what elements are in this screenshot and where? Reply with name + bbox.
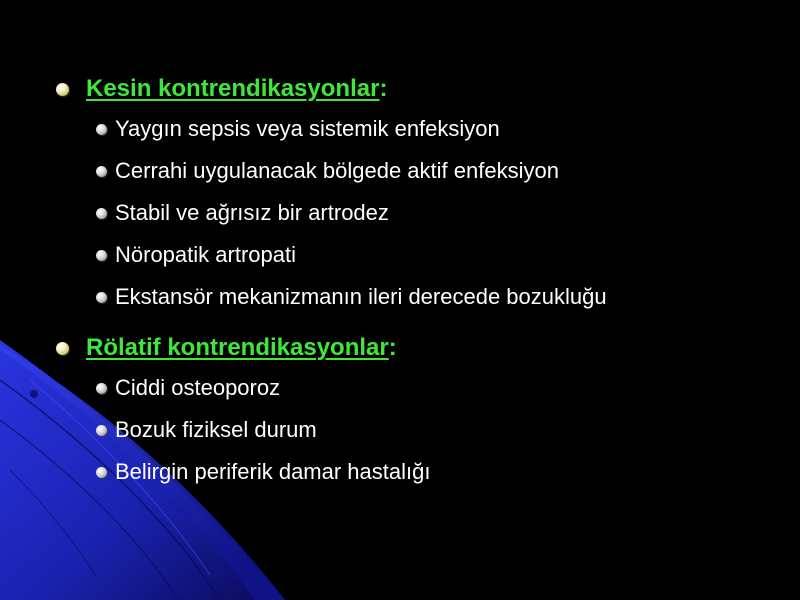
- list-item: [96, 234, 756, 276]
- sub-bullet-icon: [96, 383, 107, 394]
- sub-bullet-icon: [96, 467, 107, 478]
- heading-row: [56, 329, 756, 367]
- sub-bullet-icon: [96, 124, 107, 135]
- heading-row: [56, 70, 756, 108]
- list-item-text: Ekstansör mekanizmanın ileri derecede bozukluğu: [115, 284, 607, 309]
- list-item: [96, 409, 756, 451]
- list-item: [96, 451, 756, 493]
- section-heading: [86, 334, 397, 362]
- list-item-text: Belirgin periferik damar hastalığı: [115, 459, 431, 484]
- sub-bullet-icon: [96, 292, 107, 303]
- list-item-text: Yaygın sepsis veya sistemik enfeksiyon: [115, 116, 500, 141]
- section-relative-contraindications: [56, 329, 756, 493]
- list-item-text: Bozuk fiziksel durum: [115, 417, 317, 442]
- list-item-text: Stabil ve ağrısız bir artrodez: [115, 200, 389, 225]
- bullet-list: [96, 367, 756, 493]
- list-item-text: Cerrahi uygulanacak bölgede aktif enfeksiyon: [115, 158, 559, 183]
- list-item-text: Nöropatik artropati: [115, 242, 296, 267]
- sub-bullet-icon: [96, 166, 107, 177]
- list-item: [96, 192, 756, 234]
- section-absolute-contraindications: [56, 70, 756, 318]
- heading-colon: :: [388, 334, 397, 361]
- sub-bullet-icon: [96, 425, 107, 436]
- list-item: [96, 367, 756, 409]
- list-item: [96, 108, 756, 150]
- section-heading: [86, 75, 387, 103]
- main-bullet-icon: [56, 342, 69, 355]
- list-item: [96, 150, 756, 192]
- heading-colon: :: [379, 75, 388, 102]
- heading-text: Kesin kontrendikasyonlar: [86, 75, 380, 102]
- heading-text: Rölatif kontrendikasyonlar: [86, 334, 389, 361]
- main-bullet-icon: [56, 83, 69, 96]
- bullet-list: [96, 108, 756, 318]
- list-item-text: Ciddi osteoporoz: [115, 375, 281, 400]
- sub-bullet-icon: [96, 250, 107, 261]
- sub-bullet-icon: [96, 208, 107, 219]
- list-item: [96, 276, 756, 318]
